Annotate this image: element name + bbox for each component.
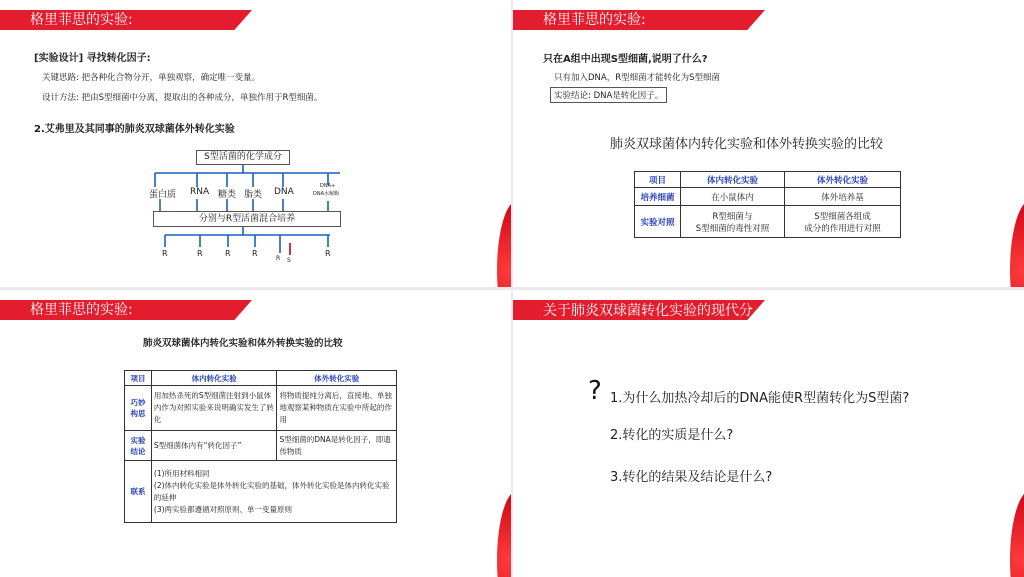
- cell-line: S型细菌的毒性对照: [695, 223, 770, 234]
- component-protein: 蛋白质: [149, 190, 177, 200]
- header-in-vivo: 体内转化实验: [681, 172, 785, 188]
- result-3: R: [225, 249, 231, 258]
- result-7: R: [325, 249, 331, 258]
- compare-title: 肺炎双球菌体内转化实验和体外转换实验的比较: [610, 137, 884, 152]
- slide-title: 格里菲思的实验:: [543, 12, 646, 28]
- component-dna-plus: DNA+: [320, 183, 336, 189]
- label-line: 结论: [130, 446, 146, 456]
- result-4: R: [252, 249, 258, 258]
- question-3: 3.转化的结果及结论是什么?: [610, 470, 773, 485]
- design-heading: [实验设计] 寻找转化因子:: [34, 53, 151, 64]
- component-dnase: DNA水解酶: [313, 191, 340, 197]
- header-item: 项目: [125, 371, 152, 386]
- slide-title: 格里菲思的实验:: [30, 12, 133, 28]
- result-2: R: [197, 249, 203, 258]
- compare-table: [124, 370, 397, 523]
- row-label-conclusion: [125, 431, 152, 461]
- cell-in-vitro-idea: 将物质提纯分离后，直接地、单独地观察某种物质在实验中所起的作用: [277, 386, 397, 431]
- key-idea: 关键思路: 把各种化合物分开，单独观察，确定唯一变量。: [42, 73, 261, 83]
- slide-title: 关于肺炎双球菌转化实验的现代分析:: [543, 303, 753, 339]
- cell-in-vitro-conclusion: S型细菌的DNA是转化因子，即遗传物质: [277, 431, 397, 461]
- label-line: 巧妙: [130, 398, 146, 407]
- question-1: 1.为什么加热冷却后的DNA能使R型菌转化为S型菌?: [610, 391, 910, 406]
- cell-in-vivo-conclusion: S型细菌体内有“转化因子”: [151, 431, 277, 461]
- header-in-vitro: 体外转化实验: [277, 371, 397, 386]
- slide-3[interactable]: [0, 290, 511, 577]
- header-item: 项目: [635, 172, 681, 188]
- slide-4[interactable]: [513, 290, 1024, 577]
- result-6: S: [287, 257, 291, 264]
- component-sugar: 糖类: [218, 190, 237, 200]
- red-decoration: [497, 200, 511, 287]
- link-item: (2)体内转化实验是体外转化实验的基础，体外转化实验是体内转化实验的延伸: [153, 480, 390, 502]
- label-line: 实验: [130, 435, 146, 445]
- result-1: R: [162, 249, 168, 258]
- cell-line: S型细菌各组成: [814, 211, 871, 222]
- cell-in-vitro-culture: 体外培养基: [785, 188, 901, 206]
- section-heading: 2.艾弗里及其同事的肺炎双球菌体外转化实验: [34, 124, 235, 135]
- row-label-control: 实验对照: [635, 206, 681, 238]
- top-box: S型活菌的化学成分: [196, 150, 290, 165]
- row-label-culture: 培养细菌: [635, 188, 681, 206]
- row-label-link: 联系: [125, 461, 152, 523]
- row-label-idea: [125, 386, 152, 431]
- question-2: 2.转化的实质是什么?: [610, 428, 734, 443]
- cell-in-vitro-control: [785, 206, 901, 238]
- cell-line: R型细菌与: [712, 211, 753, 222]
- cell-in-vivo-culture: 在小鼠体内: [681, 188, 785, 206]
- result-5: R: [276, 255, 281, 262]
- conclusion-box: 实验结论: DNA是转化因子。: [550, 87, 667, 103]
- header-in-vivo: 体内转化实验: [151, 371, 277, 386]
- explain: 只有加入DNA，R型细菌才能转化为S型细菌: [554, 73, 721, 83]
- slide-2[interactable]: [513, 0, 1024, 287]
- question: 只在A组中出现S型细菌,说明了什么?: [543, 54, 708, 65]
- method: 设计方法: 把由S型细菌中分离，提取出的各种成分，单独作用于R型细菌。: [42, 93, 323, 103]
- link-item: (3)两实验都遵循对照原则、单一变量原则: [153, 504, 293, 514]
- cell-in-vivo-idea: 用加热杀死的S型细菌注射到小鼠体内作为对照实验来说明确实发生了转化: [151, 386, 277, 431]
- slide-title: 格里菲思的实验:: [30, 302, 133, 318]
- culture-box: 分别与R型活菌混合培养: [153, 211, 341, 227]
- slide-1[interactable]: [0, 0, 511, 287]
- red-decoration: [497, 490, 511, 577]
- component-rna: RNA: [190, 187, 210, 197]
- component-dna: DNA: [274, 187, 294, 197]
- cell-link: [151, 461, 396, 523]
- compare-table: [634, 171, 901, 238]
- header-in-vitro: 体外转化实验: [785, 172, 901, 188]
- component-lipid: 脂类: [244, 190, 263, 200]
- red-decoration: [1010, 490, 1024, 577]
- red-decoration: [1010, 200, 1024, 287]
- question-mark-icon: ?: [588, 376, 602, 406]
- link-item: (1)所用材料相同: [153, 468, 210, 478]
- label-line: 构思: [130, 409, 146, 418]
- cell-line: 成分的作用进行对照: [804, 223, 881, 234]
- compare-title: 肺炎双球菌体内转化实验和体外转换实验的比较: [143, 338, 343, 349]
- cell-in-vivo-control: [681, 206, 785, 238]
